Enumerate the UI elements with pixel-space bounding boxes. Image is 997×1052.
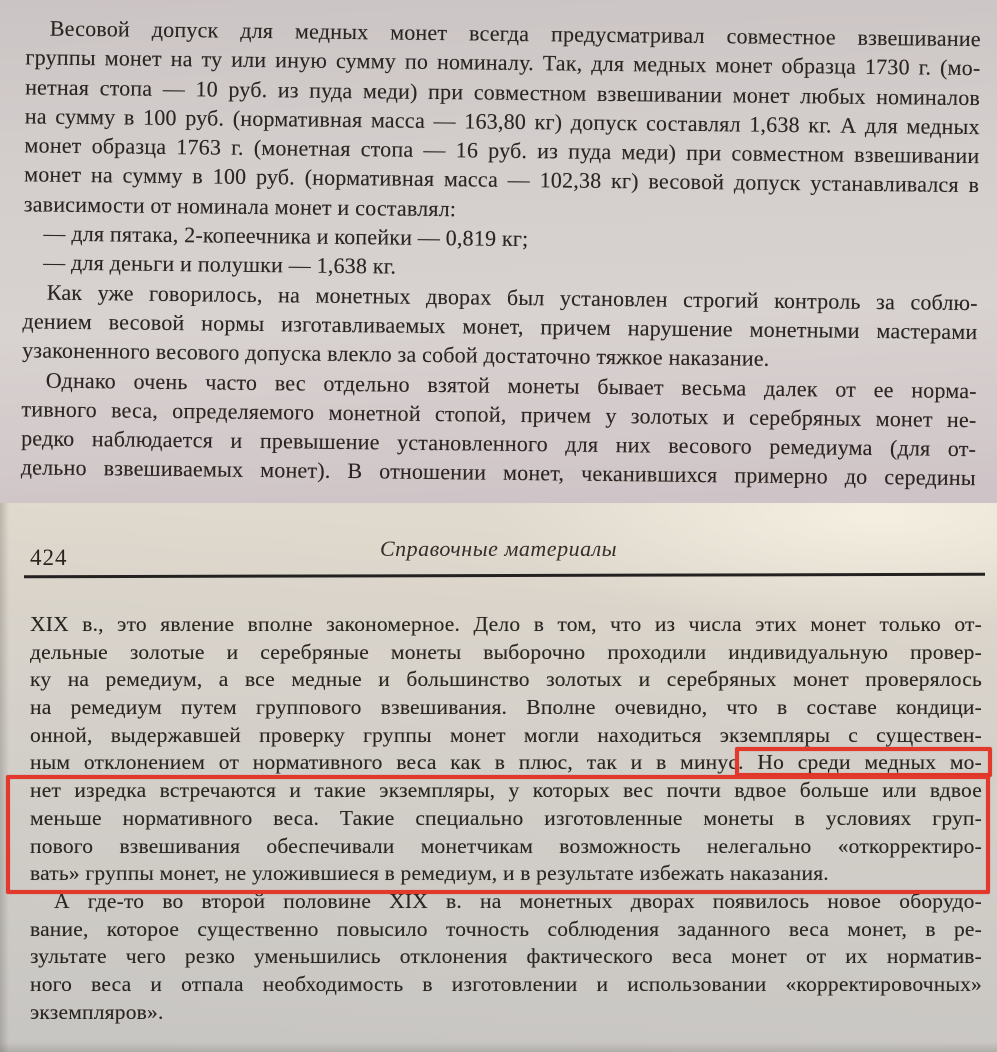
text-line: онной, выдержавшей проверку группы монет могли находиться экземпляры с существен- [30,722,982,747]
text-line: дением весовой нормы изготавливаемых монет, причем нарушение монетными мастерами [22,308,978,345]
text-line: монет на сумму в 100 руб. (нормативная масса — 102,38 кг) весовой допуск устанавливался в [24,161,980,198]
text-line: нетная стопа — 10 руб. из пуда меди) при совместном взвешивании монет любых номиналов [25,73,981,110]
text-line: меньше нормативного веса. Такие специально изготовленные монеты в условиях груп- [30,805,982,830]
text-line: на ремедиум путем группового взвешивания. Вполне очевидно, что в составе кондици- [30,695,982,720]
text-line: пового взвешивания обеспечивали монетчикам возможность нелегально «откорректиро- [30,833,982,858]
text-line: ку на ремедиум, а все медные и большинство золотых и серебряных монет проверялось [30,667,982,692]
page-top-text-block [21,13,981,493]
red-highlight-box-main [6,775,990,894]
header-rule [24,573,985,579]
list-item-line: — для деньги и полушки — 1,638 кг. [43,249,397,279]
text-line: Весовой допуск для медных монет всегда предусматривал совместное взвешивание [49,15,981,52]
text-line: тивного веса, определяемого монетной стопой, причем у золотых и серебряных монет не- [21,396,977,433]
red-highlight-box-partial-line [735,747,992,777]
page-top-fragment [0,0,997,503]
text-line: дельные золотые и серебряные монеты выборочно проходили индивидуальную провер- [30,639,982,664]
text-line: XIX в., это явление вполне закономерное. Дело в том, что из числа этих монет только от- [30,612,982,636]
text-line: зультате чего резко уменьшились отклонения фактического веса монет от их норматив- [30,944,982,969]
page-bottom-fragment [0,503,997,1052]
page-number: 424 [30,545,68,570]
text-line: узаконенного весового допуска влекло за собой достаточно тяжкое наказание. [22,337,770,372]
text-line: А где-то во второй половине XIX в. на монетных дворах появилось новое оборудо- [54,888,982,913]
text-line: монет образца 1763 г. (монетная стопа — 16 руб. из пуда меди) при совместном взвешивании [24,132,980,169]
text-line: вание, которое существенно повысило точность соблюдения заданного веса монет, в ре- [30,916,982,941]
text-line: редко наблюдается и превышение установленного для них весового ремедиума (для от- [21,425,977,462]
running-header-title: Справочные материалы [379,536,618,561]
text-line: ным отклонением от нормативного веса как в плюс, так и в минус. Но среди медных мо- [30,750,982,775]
text-line: вать» группы монет, не уложившиеся в ремедиум, и в результате избежать наказания. [30,861,829,886]
running-header [0,533,997,573]
text-line: нет изредка встречаются и такие экземпляры, у которых вес почти вдвое больше или вдвое [30,778,982,803]
text-line: группы монет на ту или иную сумму по номиналу. Так, для медных монет образца 1730 г. (мо- [25,44,981,81]
list-item-line: — для пятака, 2-копеечника и копейки — 0,819 кг; [43,220,529,252]
text-line: Однако очень часто вес отдельно взятой монеты бывает весьма далек от ее норма- [45,367,977,403]
text-line: на сумму в 100 руб. (нормативная масса — 163,80 кг) допуск составлял 1,638 кг. А для медных [24,103,980,140]
text-line: экземпляров». [30,999,164,1024]
text-line: зависимости от номинала монет и составлял: [23,191,457,222]
text-line: Как уже говорилось, на монетных дворах был установлен строгий контроль за соблю- [46,279,978,315]
text-line: ного веса и отпала необходимость в изготовлении и использовании «корректировочных» [30,971,982,996]
text-line: дельно взвешиваемых монет). В отношении монет, чеканившихся примерно до середины [20,454,976,491]
